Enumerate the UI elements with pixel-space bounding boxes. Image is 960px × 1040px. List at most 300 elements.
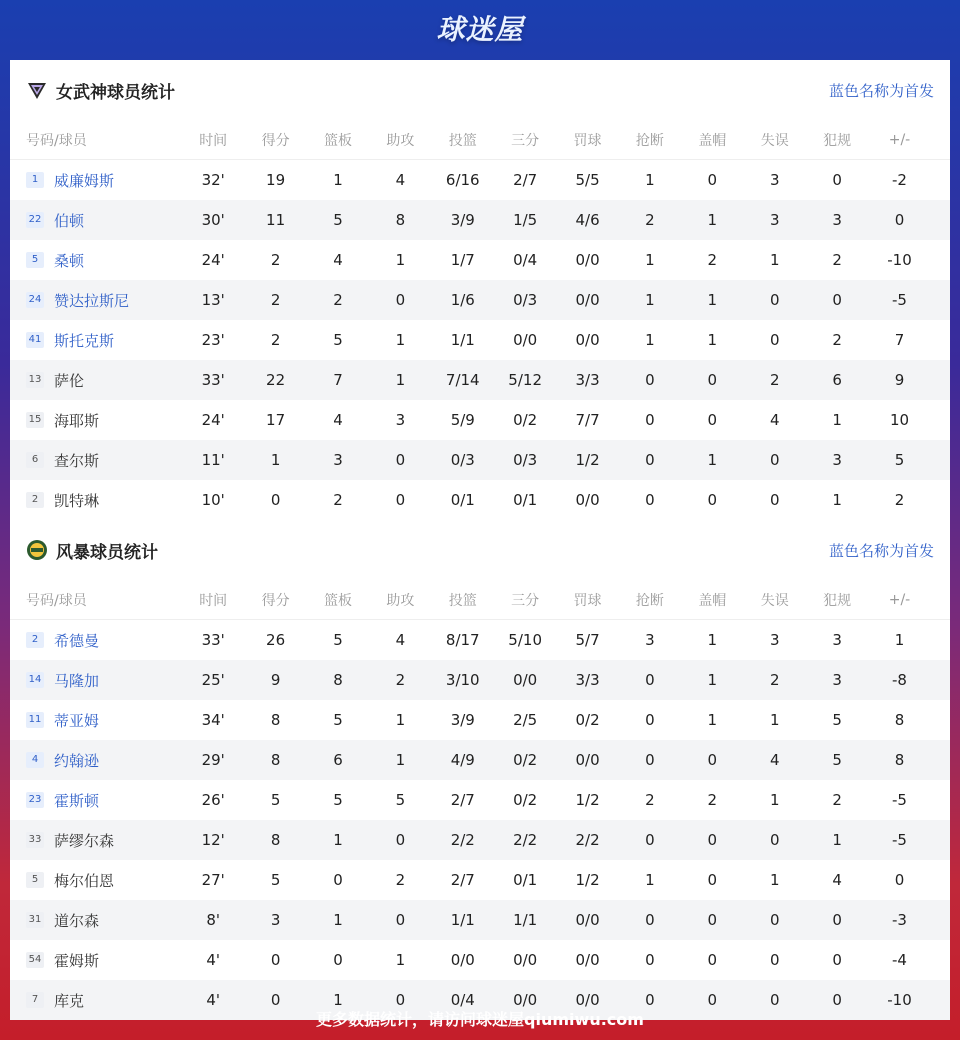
stat-cell: 4	[769, 751, 780, 769]
stat-cell: 3/9	[450, 711, 475, 729]
column-header[interactable]: 号码/球员	[26, 592, 87, 609]
stat-cell: 1	[395, 251, 406, 269]
column-header[interactable]: 得分	[261, 592, 290, 609]
jersey-number: 4	[26, 752, 44, 768]
table-row[interactable]	[10, 400, 950, 440]
stat-cell: 0/0	[513, 331, 538, 349]
stat-cell: -2	[892, 171, 907, 189]
column-header[interactable]: 助攻	[386, 592, 415, 609]
stat-cell: 8'	[206, 911, 221, 929]
player-cell	[10, 290, 182, 311]
stat-cell: 5/5	[575, 171, 600, 189]
stat-cell: 2	[707, 251, 718, 269]
stat-cell: 3	[769, 631, 780, 649]
player-name[interactable]: 梅尔伯恩	[54, 871, 115, 890]
stat-cell: 0/0	[513, 951, 538, 969]
stat-cell: 0	[707, 411, 718, 429]
section-title-wrap	[26, 538, 158, 563]
stat-cell: 0	[707, 751, 718, 769]
stat-cell: 0/1	[513, 871, 538, 889]
column-header[interactable]: 盖帽	[698, 132, 727, 149]
player-name[interactable]: 库克	[54, 991, 85, 1010]
jersey-number: 15	[26, 412, 44, 428]
stat-cell: 8	[333, 671, 343, 689]
stat-cell: 1	[333, 831, 343, 849]
player-cell	[10, 250, 182, 271]
player-name[interactable]: 萨伦	[54, 371, 85, 390]
stat-cell: 0	[707, 171, 718, 189]
stat-cell: 0/0	[575, 751, 600, 769]
stat-cell: 2	[645, 791, 655, 809]
stat-cell: 2/7	[450, 871, 475, 889]
stat-cell: 2	[769, 671, 780, 689]
player-name[interactable]: 马隆加	[54, 671, 100, 690]
stat-cell: 0	[645, 451, 655, 469]
stat-cell: 0/2	[513, 791, 538, 809]
jersey-number: 54	[26, 952, 44, 968]
column-header[interactable]: 抢断	[635, 592, 664, 609]
stat-cell: 0	[270, 951, 281, 969]
stat-cell: 1	[707, 451, 718, 469]
stat-cell: 3/3	[575, 371, 600, 389]
stat-cell: 0	[645, 411, 655, 429]
stat-cell: 6	[832, 371, 842, 389]
player-cell	[10, 870, 182, 891]
stat-cell: 0	[395, 991, 406, 1009]
stat-cell: 0	[769, 991, 780, 1009]
stat-cell: 0	[707, 491, 718, 509]
table-row[interactable]	[10, 780, 950, 820]
stat-cell: 0	[769, 831, 780, 849]
brand-logo: 球迷屋	[436, 13, 524, 46]
stat-cell: 1	[395, 951, 406, 969]
stat-cell: 1	[395, 711, 406, 729]
stat-cell: 1	[645, 871, 655, 889]
stat-cell: 0	[769, 291, 780, 309]
stat-cell: 5	[894, 451, 905, 469]
stat-cell: 0	[769, 331, 780, 349]
table-row[interactable]	[10, 440, 950, 480]
column-header[interactable]: 罚球	[573, 132, 602, 149]
stat-cell: 0	[645, 711, 655, 729]
stat-cell: 5/7	[575, 631, 600, 649]
player-name[interactable]: 赞达拉斯尼	[54, 291, 130, 310]
stat-cell: 5/9	[450, 411, 475, 429]
stat-cell: 0/0	[575, 951, 600, 969]
table-row[interactable]	[10, 320, 950, 360]
stat-cell: 2	[894, 491, 905, 509]
stat-cell: 0/0	[450, 951, 475, 969]
stat-cell: 3/3	[575, 671, 600, 689]
table-row[interactable]	[10, 820, 950, 860]
stat-cell: 3/9	[450, 211, 475, 229]
stat-cell: 4	[395, 171, 406, 189]
stat-cell: 0	[645, 671, 655, 689]
jersey-number: 2	[26, 492, 44, 508]
stat-cell: 0	[894, 211, 905, 229]
stat-cell: 4'	[206, 951, 221, 969]
table-row[interactable]	[10, 900, 950, 940]
stat-cell: 1	[769, 251, 780, 269]
stats-panel	[10, 60, 950, 1010]
player-cell	[10, 450, 182, 471]
player-cell	[10, 830, 182, 851]
stat-cell: 0	[707, 831, 718, 849]
column-header[interactable]: +/-	[888, 131, 911, 148]
stat-cell: 2	[645, 211, 655, 229]
jersey-number: 24	[26, 292, 44, 308]
stat-cell: 2/7	[450, 791, 475, 809]
stat-cell: -8	[892, 671, 907, 689]
stat-cell: 29'	[201, 751, 225, 769]
player-name[interactable]: 伯顿	[54, 211, 85, 230]
stat-cell: -5	[892, 791, 907, 809]
stat-cell: 2/2	[450, 831, 475, 849]
stat-cell: 0	[769, 451, 780, 469]
stat-cell: 0/0	[513, 991, 538, 1009]
column-header[interactable]: 抢断	[635, 132, 664, 149]
stat-cell: 30'	[201, 211, 225, 229]
stat-cell: 0/2	[575, 711, 600, 729]
stat-cell: 1	[270, 451, 281, 469]
stat-cell: 5	[832, 711, 842, 729]
starter-legend: 蓝色名称为首发	[828, 81, 934, 100]
stat-cell: 0	[395, 831, 406, 849]
stat-cell: 7/7	[575, 411, 600, 429]
jersey-number: 5	[26, 872, 44, 888]
stat-cell: 0/1	[513, 491, 538, 509]
stat-cell: 0	[832, 951, 842, 969]
stat-cell: 3	[832, 631, 842, 649]
stat-cell: -5	[892, 291, 907, 309]
stat-cell: 4	[395, 631, 406, 649]
stat-cell: 5/12	[508, 371, 542, 389]
stat-cell: 1	[832, 831, 842, 849]
stat-cell: 5	[832, 751, 842, 769]
stat-cell: 4/6	[575, 211, 600, 229]
table-row[interactable]	[10, 700, 950, 740]
stat-cell: 0/3	[513, 451, 538, 469]
stat-cell: 1/1	[450, 331, 475, 349]
column-header[interactable]: +/-	[888, 591, 911, 608]
stat-cell: 1	[645, 331, 655, 349]
stat-cell: 32'	[201, 171, 225, 189]
stat-cell: 1	[832, 491, 842, 509]
player-name[interactable]: 海耶斯	[54, 411, 100, 430]
stat-cell: 4	[769, 411, 780, 429]
stat-cell: 1/5	[513, 211, 538, 229]
column-header[interactable]: 犯规	[823, 132, 852, 149]
stat-cell: 9	[894, 371, 905, 389]
section-title: 风暴球员统计	[56, 542, 158, 563]
section-header	[10, 60, 950, 120]
player-name[interactable]: 斯托克斯	[54, 331, 115, 350]
table-row[interactable]	[10, 660, 950, 700]
stat-cell: 5/10	[508, 631, 542, 649]
jersey-number: 2	[26, 632, 44, 648]
player-name[interactable]: 威廉姆斯	[54, 171, 115, 190]
table-row[interactable]	[10, 240, 950, 280]
stat-cell: 1	[832, 411, 842, 429]
stat-cell: 0/4	[450, 991, 475, 1009]
stat-cell: 0	[832, 991, 842, 1009]
column-header[interactable]: 篮板	[323, 132, 352, 149]
stat-cell: 0	[769, 911, 780, 929]
stat-cell: 24'	[201, 251, 225, 269]
jersey-number: 33	[26, 832, 44, 848]
stat-cell: 1	[707, 631, 718, 649]
stat-cell: 2	[333, 291, 343, 309]
stat-cell: 0/3	[450, 451, 475, 469]
column-header[interactable]: 三分	[511, 132, 540, 149]
stat-cell: 1/1	[513, 911, 538, 929]
stat-cell: 19	[266, 171, 286, 189]
section-title-wrap	[26, 78, 175, 103]
stat-cell: 7/14	[445, 371, 480, 389]
stat-cell: 0/0	[575, 911, 600, 929]
stat-cell: 4'	[206, 991, 221, 1009]
section-title: 女武神球员统计	[56, 82, 175, 103]
stat-cell: 3/10	[445, 671, 480, 689]
player-name[interactable]: 希德曼	[54, 631, 100, 650]
jersey-number: 1	[26, 172, 44, 188]
stat-cell: 10	[889, 411, 910, 429]
stat-cell: 0	[395, 911, 406, 929]
stat-cell: 3	[769, 211, 780, 229]
stat-cell: 4	[832, 871, 842, 889]
column-header-row	[10, 580, 950, 620]
column-header[interactable]: 助攻	[386, 132, 415, 149]
stat-cell: 2	[395, 871, 406, 889]
stat-cell: 9	[270, 671, 281, 689]
stat-cell: -10	[887, 251, 912, 269]
stat-cell: 1	[769, 711, 780, 729]
player-cell	[10, 630, 182, 651]
jersey-number: 7	[26, 992, 44, 1008]
player-name[interactable]: 霍姆斯	[54, 951, 100, 970]
stat-cell: -5	[892, 831, 907, 849]
player-name[interactable]: 萨缪尔森	[54, 831, 115, 850]
stat-cell: 7	[333, 371, 343, 389]
stat-cell: 0/0	[575, 251, 600, 269]
stat-cell: 0	[707, 371, 718, 389]
stat-cell: 1/2	[575, 451, 600, 469]
stat-cell: 3	[832, 211, 842, 229]
stat-cell: 0/1	[450, 491, 475, 509]
section-header	[10, 520, 950, 580]
stat-cell: 0	[832, 911, 842, 929]
stat-cell: 2	[270, 251, 281, 269]
table-row[interactable]	[10, 280, 950, 320]
stat-cell: 33'	[201, 631, 225, 649]
stat-cell: -4	[892, 951, 907, 969]
table-row[interactable]	[10, 860, 950, 900]
stat-cell: 1/2	[575, 791, 600, 809]
stat-cell: 1/7	[450, 251, 475, 269]
column-header-row	[10, 120, 950, 160]
stat-cell: 0	[395, 291, 406, 309]
stat-cell: 2	[832, 331, 842, 349]
stat-cell: 11	[266, 211, 286, 229]
stat-cell: -10	[887, 991, 912, 1009]
stat-cell: 0	[270, 991, 281, 1009]
stat-cell: 0	[333, 951, 343, 969]
stat-cell: 2/7	[513, 171, 538, 189]
stat-cell: 5	[333, 211, 343, 229]
stat-cell: 1	[333, 171, 343, 189]
player-cell	[10, 410, 182, 431]
stat-cell: 2/5	[513, 711, 538, 729]
stat-cell: 33'	[201, 371, 225, 389]
stat-cell: 2	[270, 291, 281, 309]
stat-cell: 1	[707, 331, 718, 349]
stat-cell: 6/16	[445, 171, 480, 189]
stat-cell: 5	[333, 631, 343, 649]
stat-cell: 0	[769, 951, 780, 969]
column-header[interactable]: 投篮	[448, 592, 477, 609]
stat-cell: 0/2	[513, 411, 538, 429]
column-header[interactable]: 篮板	[323, 592, 352, 609]
stat-cell: 0/0	[575, 331, 600, 349]
stat-cell: 0/2	[513, 751, 538, 769]
stat-cell: 0/3	[513, 291, 538, 309]
column-header[interactable]: 三分	[511, 592, 540, 609]
stat-cell: 2/2	[513, 831, 538, 849]
stat-cell: 2	[707, 791, 718, 809]
jersey-number: 41	[26, 332, 44, 348]
stat-cell: 25'	[201, 671, 225, 689]
stat-cell: 2	[395, 671, 406, 689]
jersey-number: 31	[26, 912, 44, 928]
player-name[interactable]: 桑顿	[54, 251, 85, 270]
table-row[interactable]	[10, 620, 950, 660]
player-name[interactable]: 约翰逊	[54, 751, 100, 770]
stat-cell: 2	[832, 251, 842, 269]
footer-link[interactable]: 更多数据统计，请访问球迷屋qiumiwu.com	[316, 1010, 644, 1029]
stat-cell: 2/2	[575, 831, 600, 849]
column-header[interactable]: 投篮	[448, 132, 477, 149]
stat-cell: 0	[270, 491, 281, 509]
stat-cell: 8	[270, 751, 281, 769]
jersey-number: 5	[26, 252, 44, 268]
column-header[interactable]: 号码/球员	[26, 132, 87, 149]
stat-cell: 2	[832, 791, 842, 809]
stat-cell: 2	[270, 331, 281, 349]
stat-cell: 3	[270, 911, 281, 929]
jersey-number: 6	[26, 452, 44, 468]
team-section	[10, 520, 950, 1020]
stat-cell: 24'	[201, 411, 225, 429]
player-name[interactable]: 道尔森	[54, 911, 100, 930]
table-row[interactable]	[10, 940, 950, 980]
player-name[interactable]: 凯特琳	[54, 491, 100, 510]
column-header[interactable]: 时间	[199, 132, 228, 149]
column-header[interactable]: 犯规	[823, 592, 852, 609]
stat-cell: 0/0	[575, 491, 600, 509]
player-name[interactable]: 蒂亚姆	[54, 711, 100, 730]
stat-cell: 34'	[201, 711, 225, 729]
stat-cell: 0	[707, 911, 718, 929]
player-cell	[10, 750, 182, 771]
stat-cell: 5	[333, 711, 343, 729]
column-header[interactable]: 得分	[261, 132, 290, 149]
player-cell	[10, 790, 182, 811]
player-name[interactable]: 查尔斯	[54, 451, 100, 470]
player-cell	[10, 710, 182, 731]
valkyries-logo-icon	[26, 79, 48, 101]
stat-cell: 0	[645, 911, 655, 929]
stat-cell: 1	[769, 871, 780, 889]
stat-cell: 1	[645, 251, 655, 269]
player-name[interactable]: 霍斯顿	[54, 791, 100, 810]
jersey-number: 23	[26, 792, 44, 808]
player-cell	[10, 910, 182, 931]
stat-cell: 1	[707, 671, 718, 689]
stat-cell: 4	[333, 251, 343, 269]
stat-cell: 4	[333, 411, 343, 429]
stat-cell: 4/9	[450, 751, 475, 769]
table-row[interactable]	[10, 200, 950, 240]
stat-cell: 8	[395, 211, 406, 229]
table-row[interactable]	[10, 740, 950, 780]
stat-cell: 1	[395, 751, 406, 769]
stat-cell: 1	[333, 991, 343, 1009]
column-header[interactable]: 罚球	[573, 592, 602, 609]
starter-legend: 蓝色名称为首发	[828, 541, 934, 560]
stat-cell: 22	[266, 371, 286, 389]
stat-cell: 0	[769, 491, 780, 509]
table-row[interactable]	[10, 480, 950, 520]
player-cell	[10, 330, 182, 351]
stat-cell: 0	[645, 991, 655, 1009]
stat-cell: 7	[894, 331, 905, 349]
stat-cell: 0	[707, 871, 718, 889]
stat-cell: 0	[645, 831, 655, 849]
stat-cell: 12'	[201, 831, 225, 849]
team-section	[10, 60, 950, 520]
stat-cell: 11'	[201, 451, 225, 469]
stat-cell: 1	[707, 711, 718, 729]
stat-cell: 3	[832, 451, 842, 469]
stat-cell: 2	[769, 371, 780, 389]
column-header[interactable]: 失误	[760, 592, 789, 609]
stat-cell: 17	[266, 411, 286, 429]
stat-cell: 0	[333, 871, 343, 889]
stat-cell: -3	[892, 911, 907, 929]
jersey-number: 11	[26, 712, 44, 728]
column-header[interactable]: 时间	[199, 592, 228, 609]
stat-cell: 5	[395, 791, 406, 809]
column-header[interactable]: 盖帽	[698, 592, 727, 609]
table-row[interactable]	[10, 360, 950, 400]
stat-cell: 3	[333, 451, 343, 469]
stat-cell: 5	[333, 331, 343, 349]
column-header[interactable]: 失误	[760, 132, 789, 149]
stat-cell: 1	[395, 331, 406, 349]
stat-cell: 5	[270, 871, 281, 889]
stat-cell: 0	[645, 751, 655, 769]
stat-cell: 8	[270, 831, 281, 849]
stat-cell: 0/0	[575, 291, 600, 309]
stat-cell: 8	[894, 751, 905, 769]
jersey-number: 14	[26, 672, 44, 688]
table-row[interactable]	[10, 160, 950, 200]
stat-cell: 0	[832, 171, 842, 189]
stat-cell: 1	[894, 631, 905, 649]
stat-cell: 5	[270, 791, 281, 809]
player-cell	[10, 670, 182, 691]
player-cell	[10, 210, 182, 231]
